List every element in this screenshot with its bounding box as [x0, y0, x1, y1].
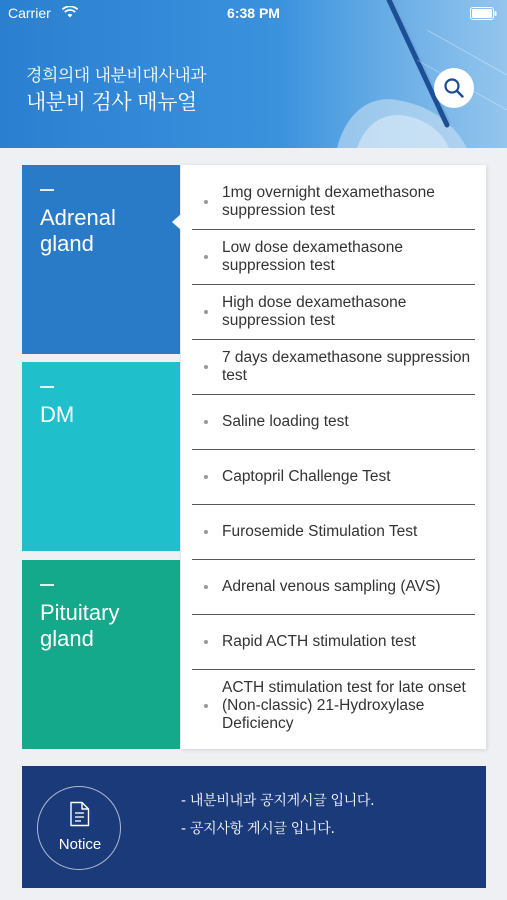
bullet-icon — [204, 530, 208, 534]
list-item[interactable] — [192, 560, 475, 615]
test-name: ACTH stimulation test for late onset (Non-classic) 21-Hydroxylase Deficiency — [222, 679, 466, 732]
list-item[interactable] — [192, 450, 475, 505]
list-item[interactable] — [192, 340, 475, 395]
category-label: DM — [40, 402, 75, 427]
bullet-icon — [204, 420, 208, 424]
test-name: Rapid ACTH stimulation test — [222, 633, 416, 650]
card-dash — [40, 189, 54, 191]
page-title: 내분비 검사 매뉴얼 — [26, 90, 197, 114]
notice-label: Notice — [58, 836, 102, 853]
bullet-icon — [204, 200, 208, 204]
bullet-icon — [204, 255, 208, 259]
header-subtitle: 경희의대 내분비대사내과 — [26, 66, 207, 86]
search-button[interactable] — [434, 68, 474, 108]
bullet-icon — [204, 704, 208, 708]
list-item[interactable] — [192, 285, 475, 340]
selection-arrow — [172, 214, 181, 230]
notice-panel[interactable] — [22, 766, 486, 888]
category-adrenal-gland[interactable] — [22, 165, 180, 354]
category-label: Pituitary gland — [40, 600, 120, 651]
test-name: High dose dexamethasone suppression test — [222, 294, 407, 329]
list-item[interactable] — [192, 615, 475, 670]
battery-icon — [470, 7, 497, 20]
bullet-icon — [204, 365, 208, 369]
test-name: Furosemide Stimulation Test — [222, 523, 418, 540]
bullet-icon — [204, 585, 208, 589]
card-dash — [40, 584, 54, 586]
card-dash — [40, 386, 54, 388]
bullet-icon — [204, 475, 208, 479]
test-list — [181, 165, 486, 749]
list-item[interactable] — [192, 230, 475, 285]
notice-button[interactable] — [37, 786, 121, 870]
search-icon — [443, 77, 465, 99]
category-label: Adrenal gland — [40, 205, 116, 256]
test-name: 1mg overnight dexamethasone suppression test — [222, 184, 435, 219]
test-name: Saline loading test — [222, 413, 349, 430]
status-bar — [0, 0, 507, 28]
test-name: Adrenal venous sampling (AVS) — [222, 578, 441, 595]
document-icon — [69, 801, 91, 827]
test-name: 7 days dexamethasone suppression test — [222, 349, 471, 384]
bullet-icon — [204, 640, 208, 644]
list-item[interactable] — [192, 505, 475, 560]
carrier-label: Carrier — [8, 5, 51, 21]
list-item[interactable] — [192, 670, 475, 742]
test-name: Low dose dexamethasone suppression test — [222, 239, 403, 274]
category-pituitary-gland[interactable] — [22, 560, 180, 749]
bullet-icon — [204, 310, 208, 314]
clock: 6:38 PM — [227, 5, 280, 21]
list-item[interactable] — [192, 175, 475, 230]
notice-item[interactable]: - 공지사항 게시글 입니다. — [181, 821, 335, 837]
notice-item[interactable]: - 내분비내과 공지게시글 입니다. — [181, 793, 375, 809]
test-name: Captopril Challenge Test — [222, 468, 391, 485]
list-item[interactable] — [192, 395, 475, 450]
category-dm[interactable] — [22, 362, 180, 551]
